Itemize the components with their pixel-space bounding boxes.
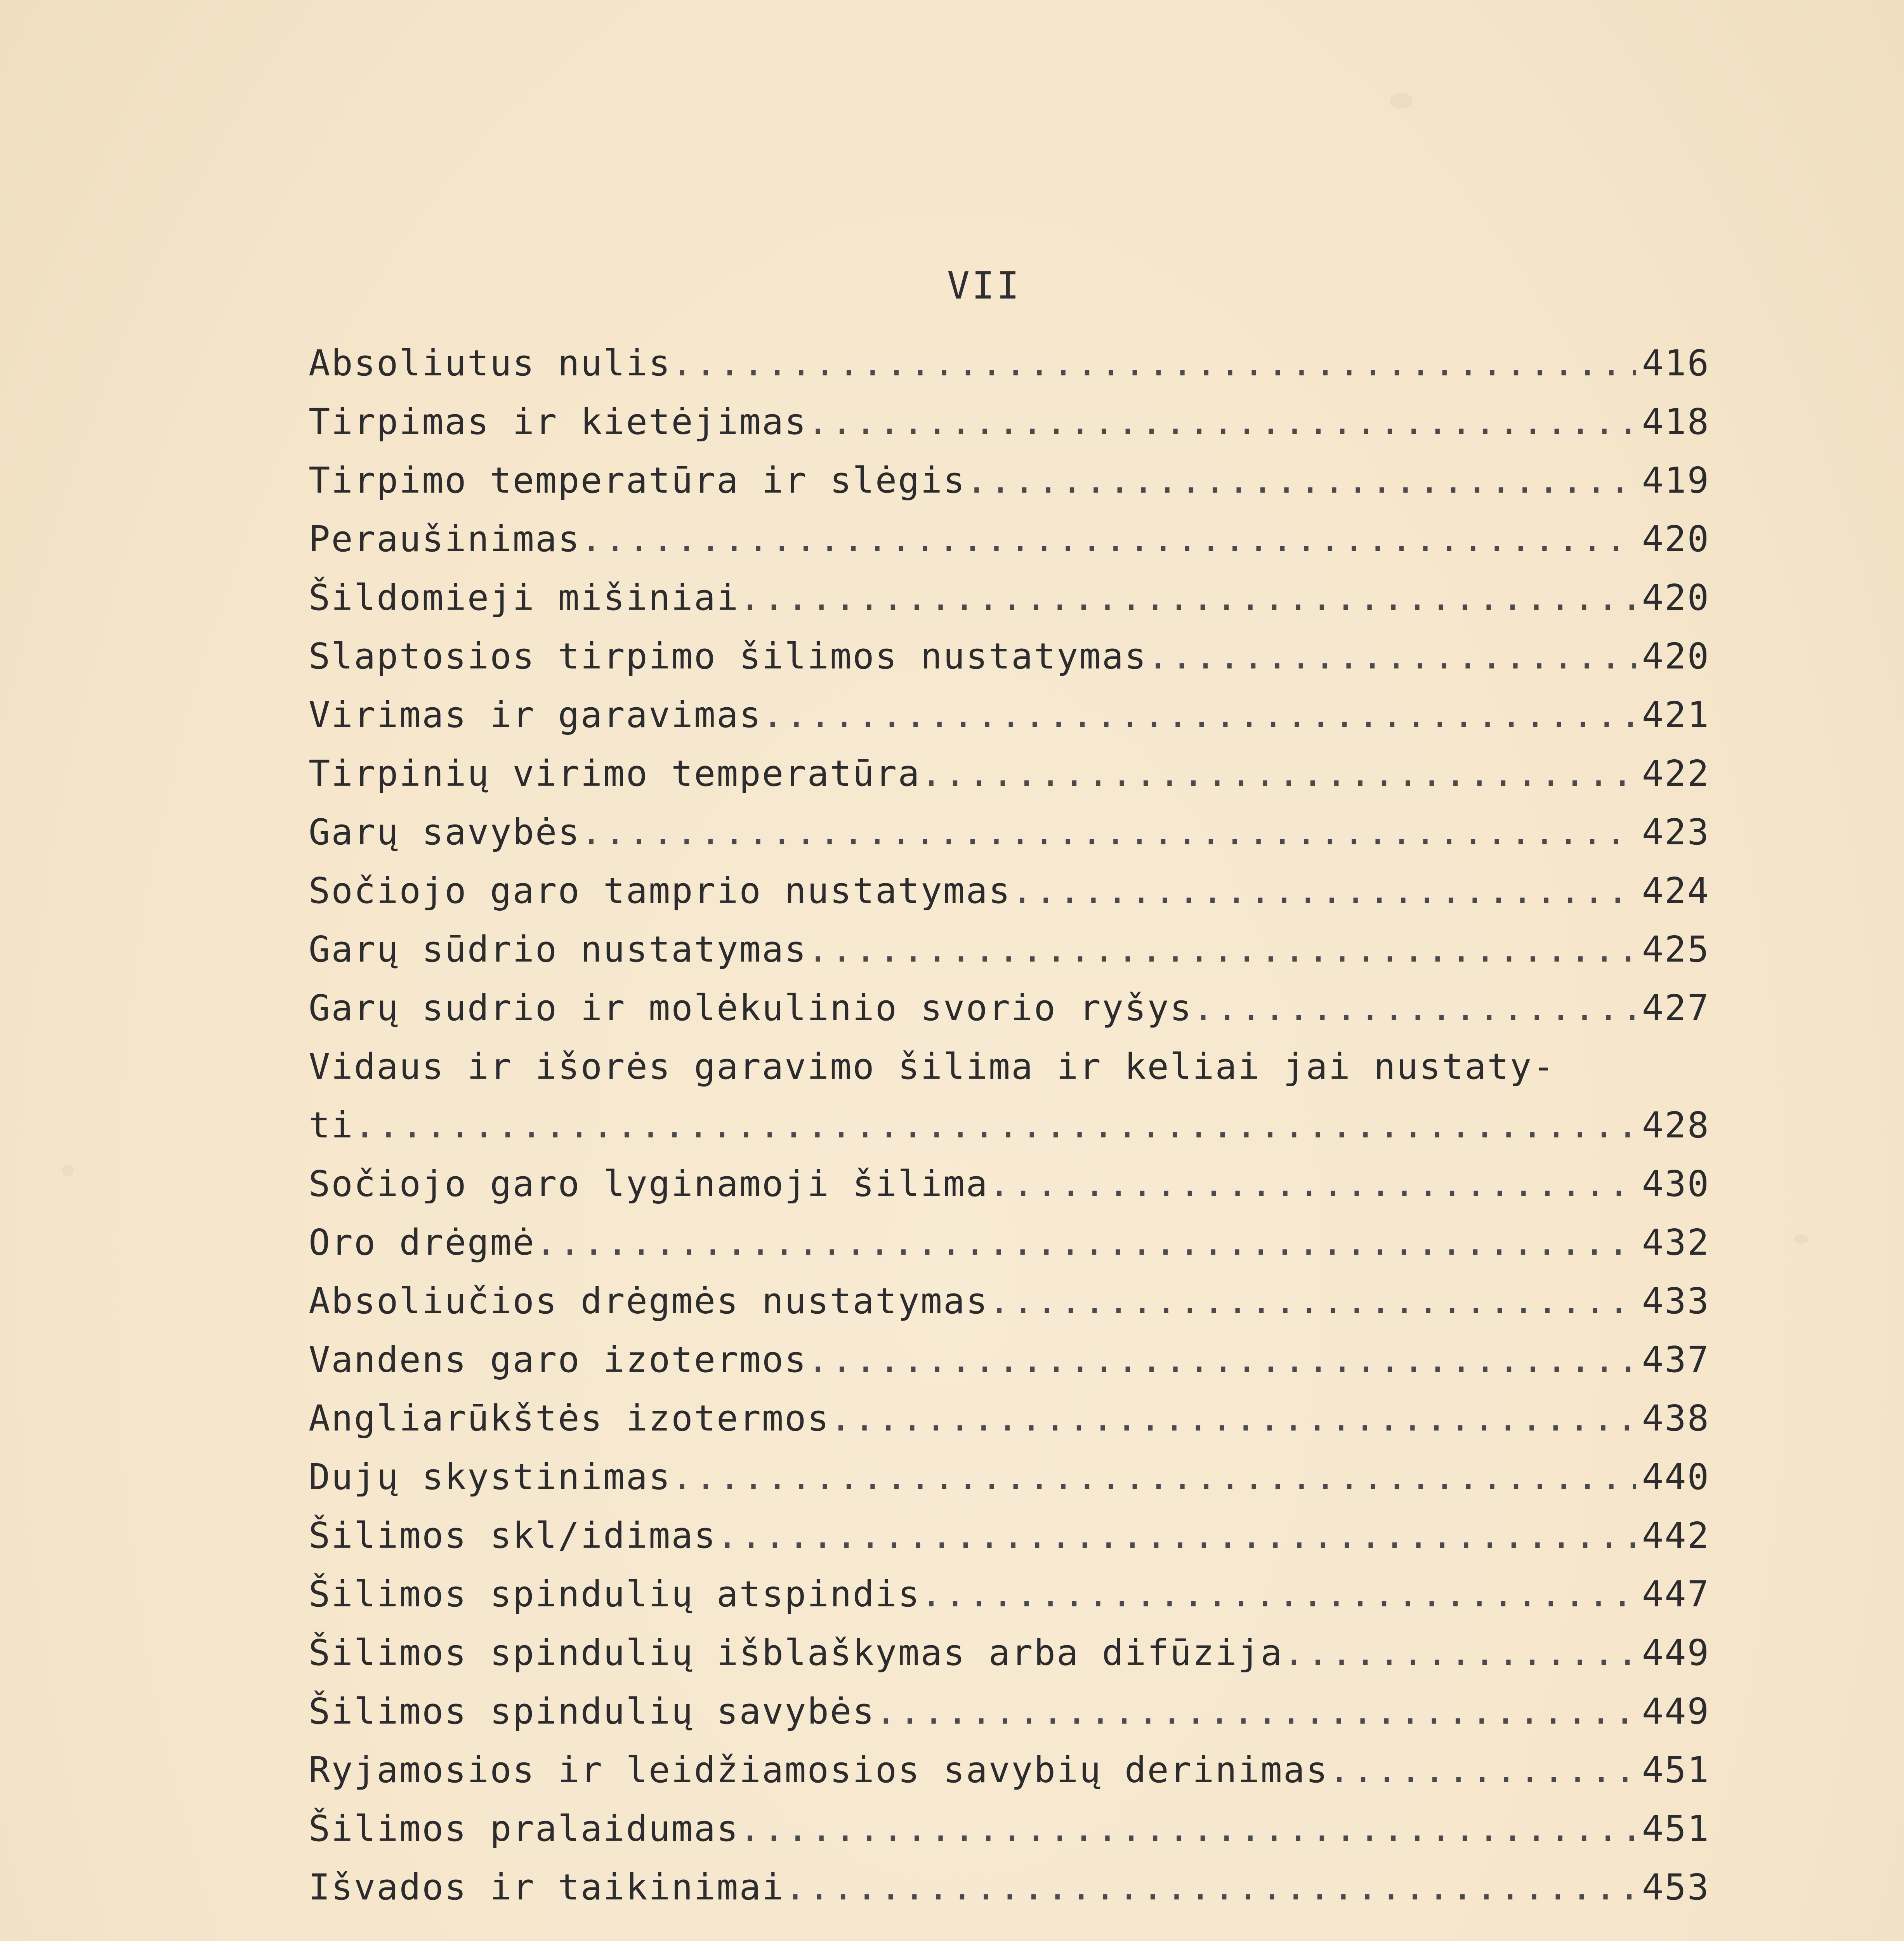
dot-leader	[671, 334, 1636, 392]
toc-entry	[309, 979, 1710, 1037]
toc-entry-wrapped	[309, 1037, 1710, 1155]
toc-entry-page: 427	[1642, 987, 1710, 1029]
toc-entry-title: Oro drėgmė	[309, 1222, 535, 1263]
paper-stain	[1390, 93, 1413, 109]
toc-entry-title: Absoliučios drėgmės nustatymas	[309, 1280, 989, 1322]
dot-leader	[989, 1272, 1636, 1330]
dot-leader	[807, 1330, 1636, 1389]
toc-entry	[309, 1330, 1710, 1389]
dot-leader	[1011, 861, 1636, 920]
toc-entry-page: 432	[1642, 1222, 1710, 1263]
paper-stain	[62, 1165, 74, 1176]
toc-entry-page: 420	[1642, 518, 1710, 560]
toc-entry-page: 428	[1642, 1104, 1710, 1146]
toc-entry-page: 453	[1642, 1866, 1710, 1908]
toc-entry	[309, 1448, 1710, 1506]
toc-entry	[309, 1155, 1710, 1213]
toc-entry	[309, 1858, 1710, 1917]
dot-leader	[1147, 627, 1636, 686]
toc-entry-title-line1: Vidaus ir išorės garavimo šilima ir keliai jai nustaty-	[309, 1046, 1555, 1087]
dot-leader	[875, 1682, 1636, 1741]
toc-entry-title: Šilimos spindulių savybės	[309, 1691, 875, 1732]
toc-entry-title: Šildomieji mišiniai	[309, 577, 739, 618]
toc-entry-page: 447	[1642, 1573, 1710, 1615]
toc-entry-page: 449	[1642, 1632, 1710, 1674]
toc-entry-title: Tirpimo temperatūra ir slėgis	[309, 460, 966, 501]
toc-entry-title: Slaptosios tirpimo šilimos nustatymas	[309, 635, 1147, 677]
dot-leader	[717, 1506, 1636, 1565]
toc-entry	[309, 920, 1710, 979]
toc-entry	[309, 1272, 1710, 1330]
toc-entry-page: 423	[1642, 811, 1710, 853]
toc-entry-title: Sočiojo garo tamprio nustatymas	[309, 870, 1012, 911]
dot-leader	[535, 1213, 1636, 1272]
toc-entry-title: Ryjamosios ir leidžiamosios savybių derinimas	[309, 1749, 1329, 1791]
toc-entry	[309, 803, 1710, 861]
toc-entry	[309, 510, 1710, 568]
dot-leader	[807, 392, 1636, 451]
toc-entry-page: 433	[1642, 1280, 1710, 1322]
toc-entry-page: 420	[1642, 635, 1710, 677]
toc-entry-title: Angliarūkštės izotermos	[309, 1398, 830, 1439]
dot-leader	[581, 803, 1636, 861]
toc-entry-title: Šilimos spindulių atspindis	[309, 1573, 921, 1615]
toc-entry-page: 420	[1642, 577, 1710, 618]
dot-leader	[921, 1565, 1637, 1623]
dot-leader	[921, 744, 1637, 803]
toc-entry-title-line2: ti	[309, 1104, 354, 1146]
toc-entry-page: 416	[1642, 342, 1710, 384]
toc-entry-title: Šilimos spindulių išblaškymas arba difūzija	[309, 1632, 1283, 1674]
toc-entry-title: Vandens garo izotermos	[309, 1339, 807, 1380]
toc-entry	[309, 1741, 1710, 1799]
toc-entry	[309, 392, 1710, 451]
toc-entry-title: Sočiojo garo lyginamoji šilima	[309, 1163, 989, 1205]
toc-entry-page: 430	[1642, 1163, 1710, 1205]
toc-entry-page: 442	[1642, 1515, 1710, 1556]
toc-entry-title: Garų sūdrio nustatymas	[309, 929, 807, 970]
toc-entry	[309, 861, 1710, 920]
dot-leader	[739, 1799, 1636, 1858]
dot-leader	[581, 510, 1636, 568]
dot-leader	[830, 1389, 1636, 1448]
dot-leader	[762, 686, 1636, 744]
toc-entry-title: Tirpinių virimo temperatūra	[309, 753, 921, 794]
dot-leader	[354, 1096, 1636, 1155]
toc-entry-title: Peraušinimas	[309, 518, 581, 560]
toc-entry	[309, 451, 1710, 510]
toc-entry-title: Absoliutus nulis	[309, 342, 672, 384]
toc-entry-page: 451	[1642, 1749, 1710, 1791]
toc-entry	[309, 686, 1710, 744]
dot-leader	[989, 1155, 1636, 1213]
toc-entry	[309, 1682, 1710, 1741]
toc-entry	[309, 744, 1710, 803]
toc-entry	[309, 1623, 1710, 1682]
toc-entry	[309, 1389, 1710, 1448]
toc-entry-title: Išvados ir taikinimai	[309, 1866, 785, 1908]
toc-entry-page: 440	[1642, 1456, 1710, 1498]
toc-entry-title: Garų sudrio ir molėkulinio svorio ryšys	[309, 987, 1193, 1029]
toc-entry	[309, 1565, 1710, 1623]
toc-entry-title: Dujų skystinimas	[309, 1456, 672, 1498]
toc-entry-page: 451	[1642, 1808, 1710, 1849]
toc-entry	[309, 1506, 1710, 1565]
toc-entry	[309, 1799, 1710, 1858]
toc-entry-page: 425	[1642, 929, 1710, 970]
toc-entry	[309, 334, 1710, 392]
dot-leader	[785, 1858, 1636, 1917]
dot-leader	[671, 1448, 1636, 1506]
toc-entry-page: 437	[1642, 1339, 1710, 1380]
toc-entry-page: 418	[1642, 401, 1710, 443]
page-number: VII	[947, 264, 1022, 307]
toc-entry-page: 419	[1642, 460, 1710, 501]
paper-stain	[1793, 1234, 1809, 1244]
toc-entry-title: Garų savybės	[309, 811, 581, 853]
toc-entry-page: 422	[1642, 753, 1710, 794]
dot-leader	[739, 568, 1636, 627]
toc-entry-title: Tirpimas ir kietėjimas	[309, 401, 807, 443]
toc-entry	[309, 1213, 1710, 1272]
dot-leader	[1329, 1741, 1637, 1799]
dot-leader	[1192, 979, 1636, 1037]
table-of-contents	[309, 334, 1710, 1917]
toc-entry	[309, 627, 1710, 686]
toc-entry-title: Šilimos skl/idimas	[309, 1515, 717, 1556]
toc-entry-title: Šilimos pralaidumas	[309, 1808, 739, 1849]
dot-leader	[1283, 1623, 1636, 1682]
toc-entry-page: 424	[1642, 870, 1710, 911]
dot-leader	[807, 920, 1636, 979]
dot-leader	[966, 451, 1636, 510]
toc-entry-page: 438	[1642, 1398, 1710, 1439]
toc-entry	[309, 568, 1710, 627]
toc-entry-page: 421	[1642, 694, 1710, 736]
toc-entry-title: Virimas ir garavimas	[309, 694, 762, 736]
toc-entry-page: 449	[1642, 1691, 1710, 1732]
